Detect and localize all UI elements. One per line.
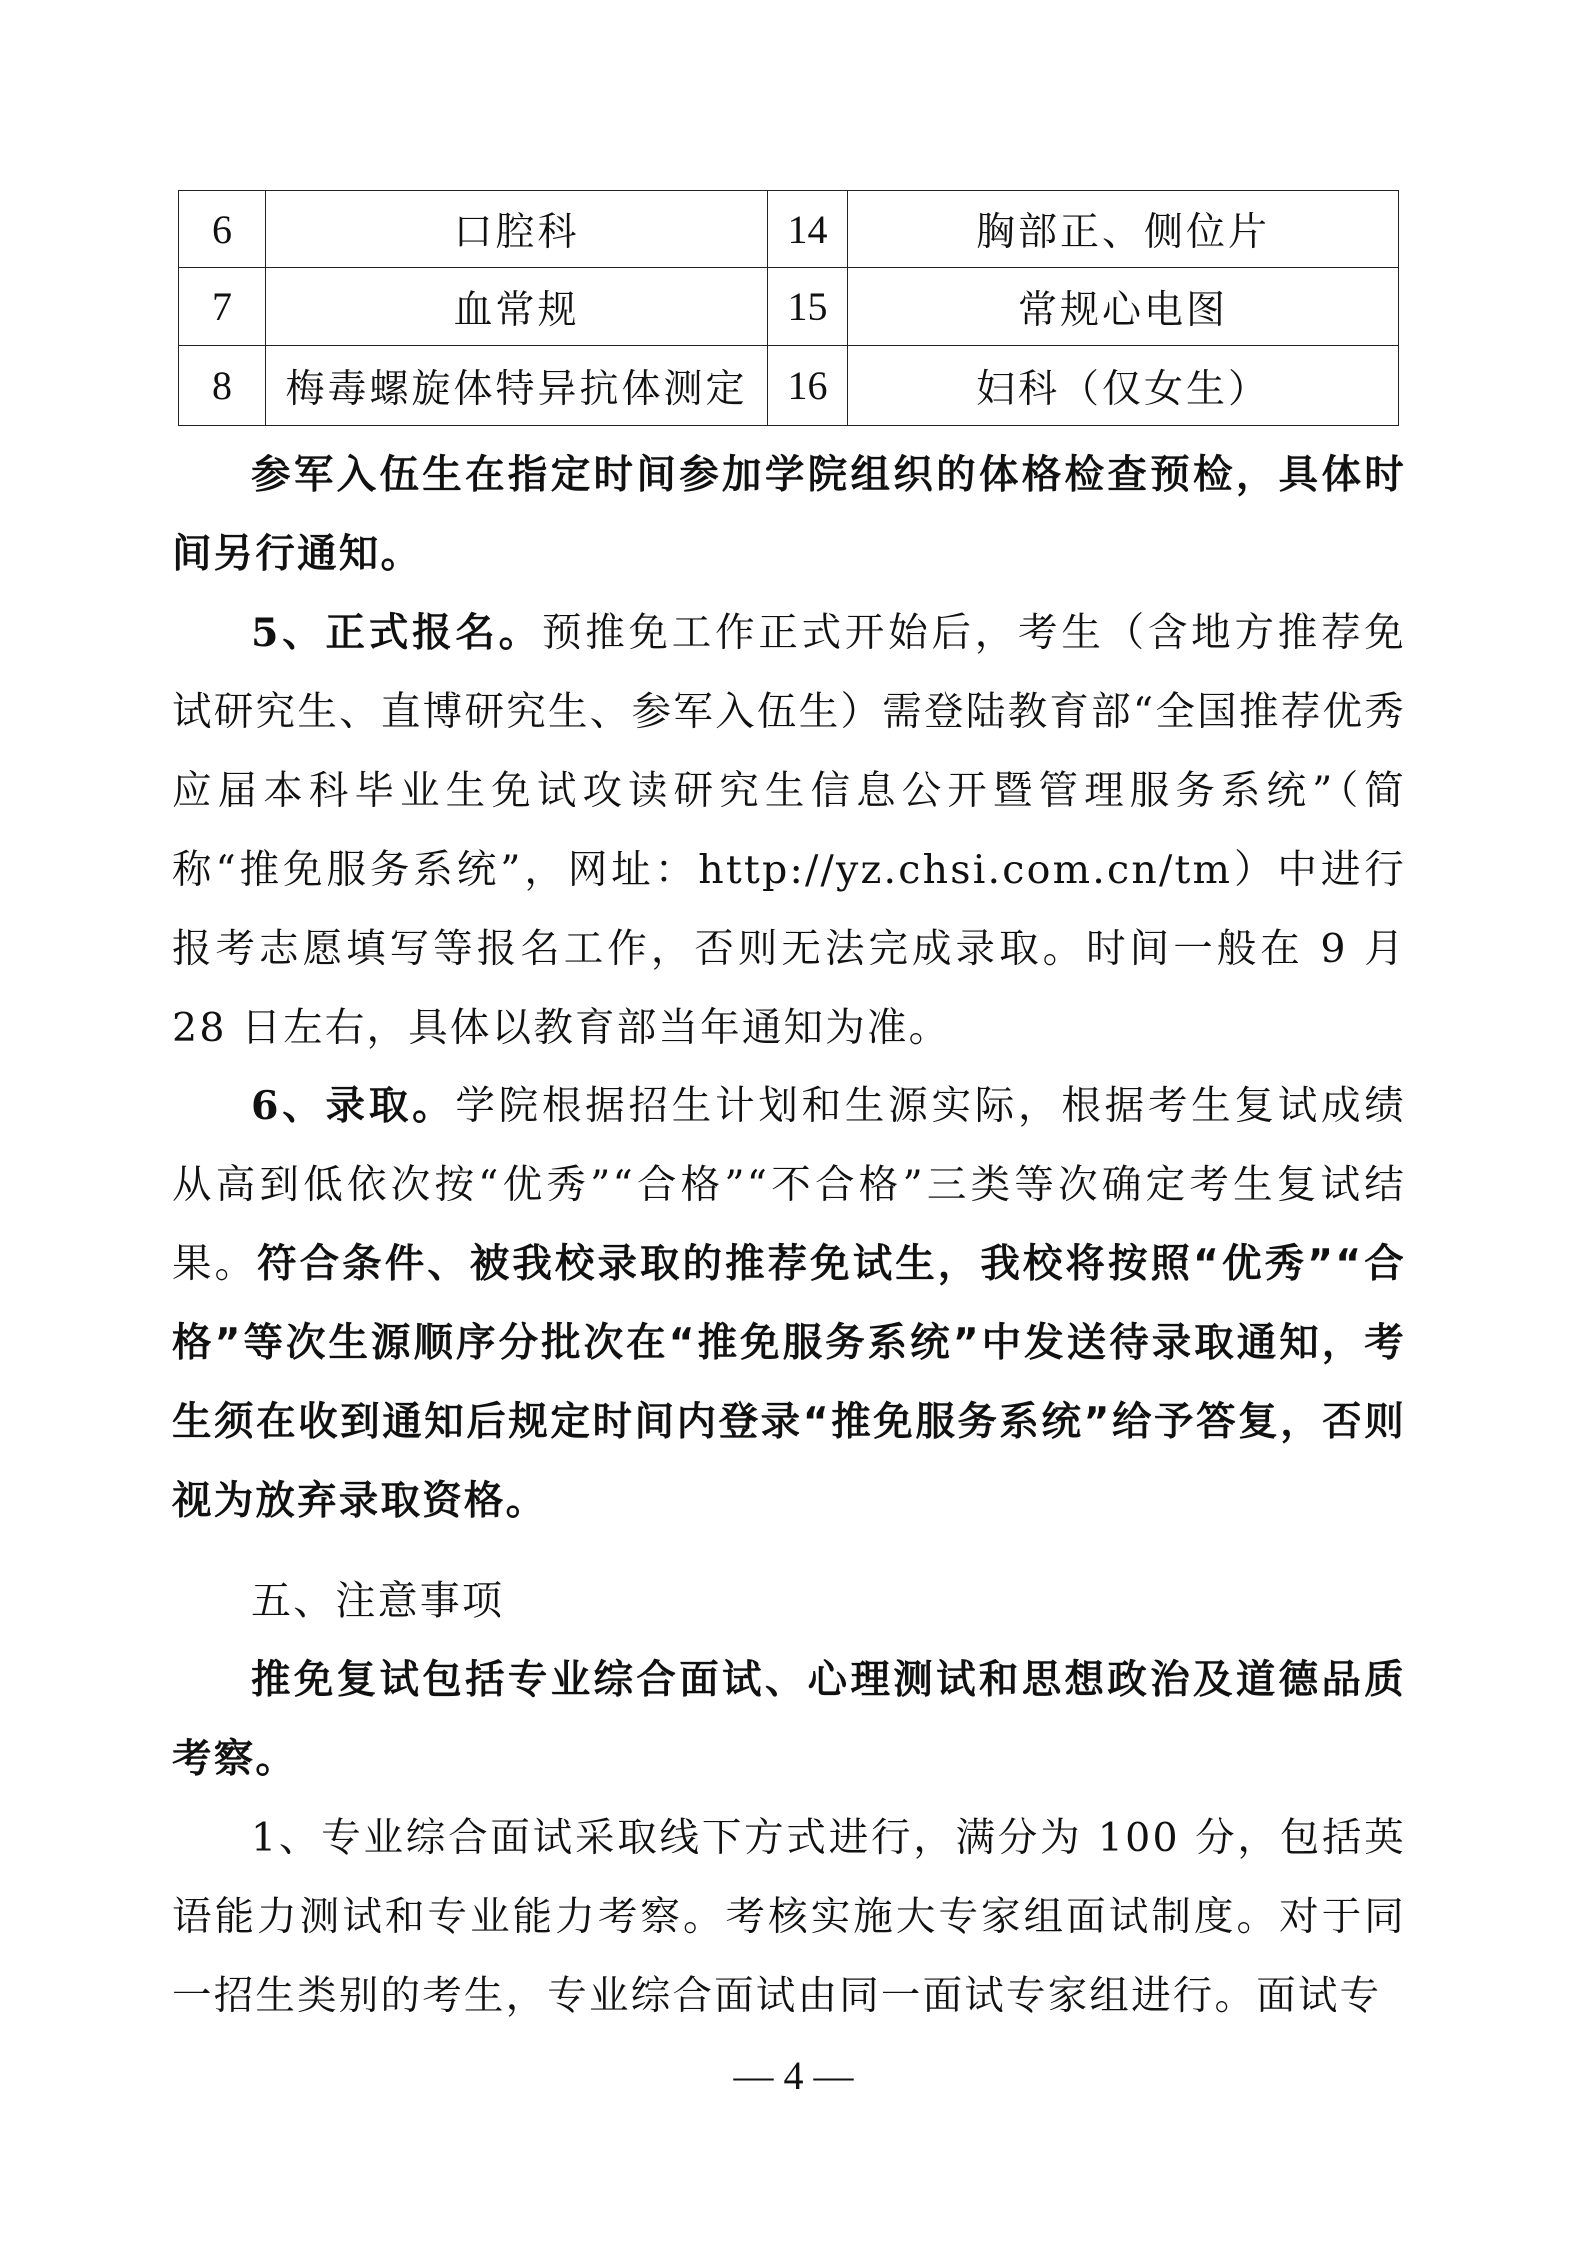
admission-paragraph	[172, 1067, 1406, 1541]
item-name: 常规心电图	[848, 268, 1399, 346]
interview-paragraph: 1、专业综合面试采取线下方式进行，满分为 100 分，包括英语能力测试和专业能力考察。考核实施大专家组面试制度。对于同一招生类别的考生，专业综合面试由同一面试专家组进行。面试专	[172, 1815, 1406, 2019]
retest-intro-paragraph: 推免复试包括专业综合面试、心理测试和思想政治及道德品质考察。	[172, 1657, 1406, 1782]
item-number: 7	[179, 268, 266, 346]
item-number: 16	[768, 346, 848, 426]
item-name: 妇科（仅女生）	[848, 346, 1399, 426]
item-name: 胸部正、侧位片	[848, 191, 1399, 268]
item-number: 8	[179, 346, 266, 426]
item-name: 血常规	[266, 268, 768, 346]
table-row	[179, 191, 1399, 268]
page-number: — 4 —	[733, 2053, 854, 2098]
table-row	[179, 346, 1399, 426]
table-row	[179, 268, 1399, 346]
item-name: 口腔科	[266, 191, 768, 268]
admission-heading: 6、录取。	[251, 1083, 456, 1129]
military-notice-paragraph: 参军入伍生在指定时间参加学院组织的体格检查预检，具体时间另行通知。	[172, 452, 1406, 577]
item-number: 15	[768, 268, 848, 346]
medical-exam-table	[178, 190, 1399, 426]
registration-heading: 5、正式报名。	[251, 610, 542, 656]
item-name: 梅毒螺旋体特异抗体测定	[266, 346, 768, 426]
registration-paragraph	[172, 594, 1406, 1068]
item-number: 14	[768, 191, 848, 268]
item-number: 6	[179, 191, 266, 268]
admission-emphasis-text: 符合条件、被我校录取的推荐免试生，我校将按照“优秀”“合格”等次生源顺序分批次在“推免服务系统”中发送待录取通知，考生须在收到通知后规定时间内登录“推免服务系统”给予答复，否则视为放弃录取资格。	[172, 1241, 1406, 1524]
registration-text: 预推免工作正式开始后，考生（含地方推荐免试研究生、直博研究生、参军入伍生）需登陆教育部“全国推荐优秀应届本科毕业生免试攻读研究生信息公开暨管理服务系统”（简称“推免服务系统”，网址：http://yz.chsi.com.cn/tm）中进行报考志愿填写等报名工作，否则无法完成录取。时间一般在 9 月 28 日左右，具体以教育部当年通知为准。	[172, 610, 1406, 1051]
section-heading-notes: 五、注意事项	[251, 1578, 505, 1624]
admission-text: 学院根据招生计划和生源实际，根据考生复试成绩从高到低依次按“优秀”“合格”“不合格”三类等次确定考生复试结果。	[172, 1083, 1406, 1287]
